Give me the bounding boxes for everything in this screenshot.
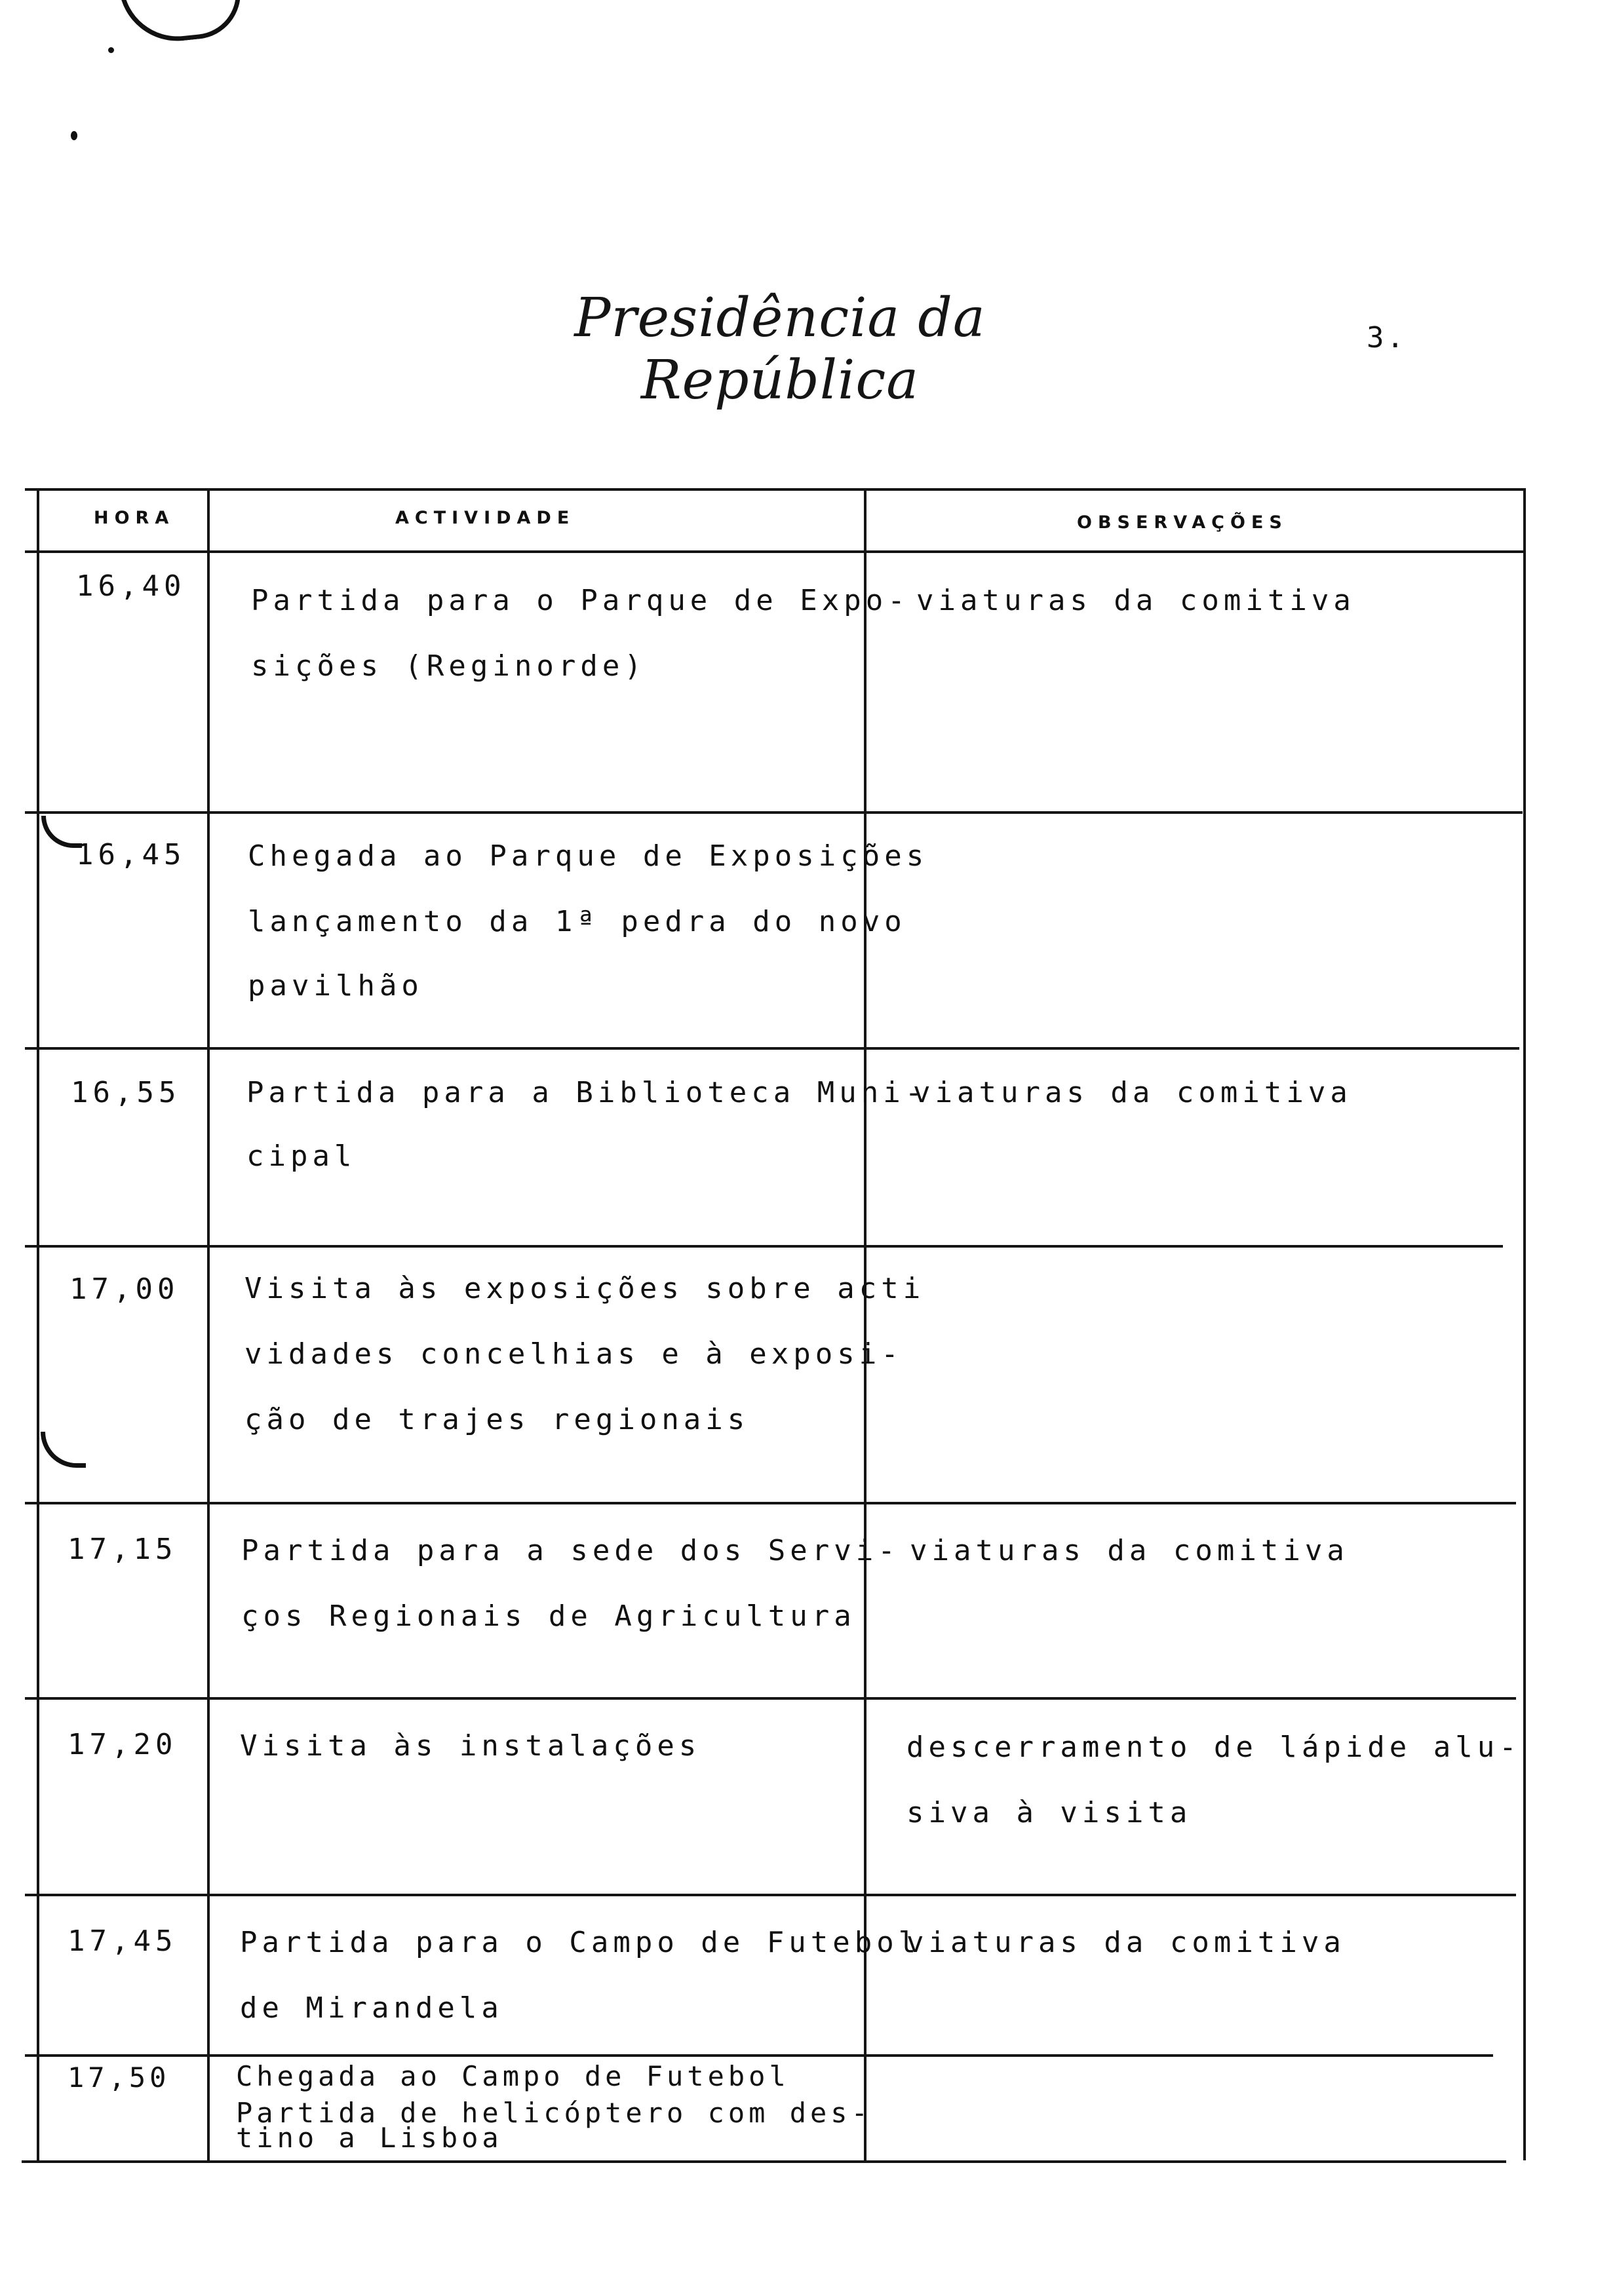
- row-divider: [25, 1245, 1503, 1248]
- row-time: 16,45: [76, 838, 186, 871]
- row-observation-line: viaturas da comitiva: [916, 584, 1355, 617]
- row-observation-line: viaturas da comitiva: [913, 1076, 1352, 1109]
- pen-mark: [118, 0, 245, 47]
- ink-speck: [71, 131, 77, 140]
- row-activity-line: Partida para a Biblioteca Muni-: [246, 1076, 927, 1109]
- row-activity-line: Partida para a sede dos Servi-: [241, 1534, 900, 1567]
- row-observation-line: siva à visita: [906, 1796, 1192, 1829]
- row-divider: [25, 1894, 1516, 1896]
- row-time: 17,15: [68, 1533, 178, 1566]
- row-time: 17,45: [68, 1924, 178, 1958]
- table-border-left: [37, 488, 39, 2160]
- row-activity-line: tino a Lisboa: [236, 2122, 503, 2154]
- ink-speck: [108, 47, 114, 53]
- column-header-hora: HORA: [94, 508, 175, 528]
- row-activity-line: sições (Reginorde): [251, 649, 646, 683]
- row-time: 16,55: [71, 1076, 181, 1109]
- row-activity-line: Partida de helicóptero com des-: [236, 2097, 872, 2129]
- row-time: 16,40: [76, 569, 186, 603]
- row-activity-line: pavilhão: [248, 969, 423, 1003]
- row-observation-line: viaturas da comitiva: [910, 1534, 1349, 1567]
- row-activity-line: ços Regionais de Agricultura: [241, 1599, 856, 1633]
- row-time: 17,50: [68, 2061, 170, 2094]
- column-divider: [207, 488, 210, 2160]
- row-time: 17,20: [68, 1728, 178, 1761]
- table-border-top: [25, 488, 1526, 491]
- column-header-observacoes: OBSERVAÇÕES: [1077, 512, 1288, 533]
- row-activity-line: Visita às instalações: [240, 1729, 701, 1763]
- page-number: 3.: [1367, 321, 1407, 354]
- row-activity-line: de Mirandela: [240, 1991, 503, 2025]
- row-activity-line: Partida para o Campo de Futebol: [240, 1926, 921, 1959]
- check-mark: [41, 1432, 86, 1468]
- row-observation-line: viaturas da comitiva: [906, 1926, 1346, 1959]
- row-divider: [25, 1502, 1516, 1504]
- row-time: 17,00: [69, 1272, 180, 1306]
- row-activity-line: ção de trajes regionais: [244, 1403, 750, 1436]
- row-activity-line: Chegada ao Campo de Futebol: [236, 2060, 790, 2092]
- row-activity-line: vidades concelhias e à exposi-: [244, 1337, 903, 1371]
- row-activity-line: lançamento da 1ª pedra do novo: [248, 905, 906, 938]
- row-divider: [25, 1047, 1519, 1050]
- row-divider: [25, 811, 1523, 814]
- row-divider: [25, 1697, 1516, 1700]
- row-activity-line: Chegada ao Parque de Exposições: [248, 839, 929, 873]
- check-mark: [41, 816, 82, 848]
- row-activity-line: cipal: [246, 1139, 357, 1173]
- column-header-actividade: ACTIVIDADE: [395, 508, 575, 528]
- header-rule: [25, 550, 215, 553]
- header-rule: [215, 550, 1526, 553]
- table-border-bottom: [22, 2160, 1506, 2163]
- row-observation-line: descerramento de lápide alu-: [906, 1731, 1521, 1764]
- letterhead-title: Presidência da República: [574, 287, 986, 411]
- row-activity-line: Partida para o Parque de Expo-: [251, 584, 910, 617]
- row-activity-line: Visita às exposições sobre acti: [244, 1272, 925, 1305]
- schedule-table: [25, 488, 1526, 2162]
- table-border-right: [1523, 488, 1526, 2160]
